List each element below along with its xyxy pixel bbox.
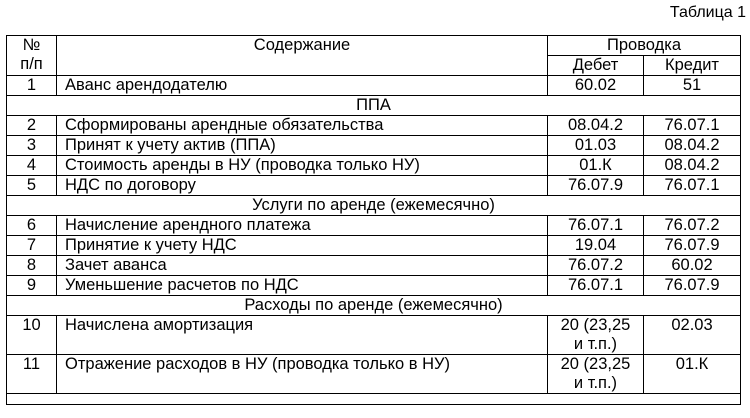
row-credit: 02.03 [644,316,741,355]
table-row [7,176,741,196]
row-number: 10 [7,316,57,355]
row-credit: 01.К [644,355,741,394]
row-number: 8 [7,256,57,276]
cut-off-cell [7,394,741,405]
section-title: Расходы по аренде (ежемесячно) [7,296,741,316]
table-row [7,316,741,355]
row-credit: 51 [644,76,741,96]
row-content: Аванс арендодателю [57,76,548,96]
row-content: Сформированы арендные обязательства [57,116,548,136]
row-content: Уменьшение расчетов по НДС [57,276,548,296]
header-row-1 [7,36,741,56]
row-content: Начислена амортизация [57,316,548,355]
row-content: Стоимость аренды в НУ (проводка только НУ) [57,156,548,176]
row-number: 1 [7,76,57,96]
row-debit-line2: и т.п.) [573,335,618,353]
section-title: Услуги по аренде (ежемесячно) [7,196,741,216]
row-credit: 76.07.1 [644,176,741,196]
table-caption: Таблица 1 [669,4,746,21]
row-content: Принятие к учету НДС [57,236,548,256]
header-debit: Дебет [548,56,644,76]
header-credit: Кредит [644,56,741,76]
row-debit [548,355,644,394]
row-debit-line1: 20 (23,25 [560,355,631,373]
row-debit: 76.07.1 [548,276,644,296]
section-title: ППА [7,96,741,116]
row-debit: 01.03 [548,136,644,156]
row-number: 7 [7,236,57,256]
row-debit: 76.07.1 [548,216,644,236]
table-row [7,136,741,156]
row-credit: 76.07.9 [644,236,741,256]
row-content: НДС по договору [57,176,548,196]
row-number: 4 [7,156,57,176]
row-number: 11 [7,355,57,394]
section-row [7,96,741,116]
table-row [7,156,741,176]
row-credit: 60.02 [644,256,741,276]
table-row [7,116,741,136]
table-row [7,76,741,96]
table-row [7,236,741,256]
row-content: Начисление арендного платежа [57,216,548,236]
header-content: Содержание [57,36,548,76]
header-num [7,36,57,76]
header-num-line1: № [22,36,41,54]
row-debit-line2: и т.п.) [573,374,618,392]
row-credit: 76.07.2 [644,216,741,236]
row-credit: 76.07.9 [644,276,741,296]
cut-off-row [7,394,741,405]
row-number: 6 [7,216,57,236]
row-number: 3 [7,136,57,156]
header-num-line2: п/п [20,55,43,73]
table-row [7,256,741,276]
row-credit: 76.07.1 [644,116,741,136]
row-debit: 76.07.2 [548,256,644,276]
row-debit: 19.04 [548,236,644,256]
row-content: Отражение расходов в НУ (проводка только в НУ) [57,355,548,394]
table-row [7,216,741,236]
row-debit: 60.02 [548,76,644,96]
row-content: Принят к учету актив (ППА) [57,136,548,156]
row-credit: 08.04.2 [644,136,741,156]
row-number: 2 [7,116,57,136]
row-credit: 08.04.2 [644,156,741,176]
row-number: 9 [7,276,57,296]
row-debit: 01.К [548,156,644,176]
row-debit [548,316,644,355]
row-content: Зачет аванса [57,256,548,276]
header-entry: Проводка [548,36,741,56]
table-row [7,355,741,394]
row-debit: 76.07.9 [548,176,644,196]
posting-table [6,35,741,405]
section-row [7,196,741,216]
section-row [7,296,741,316]
row-debit: 08.04.2 [548,116,644,136]
table-row [7,276,741,296]
row-debit-line1: 20 (23,25 [560,316,631,334]
row-number: 5 [7,176,57,196]
